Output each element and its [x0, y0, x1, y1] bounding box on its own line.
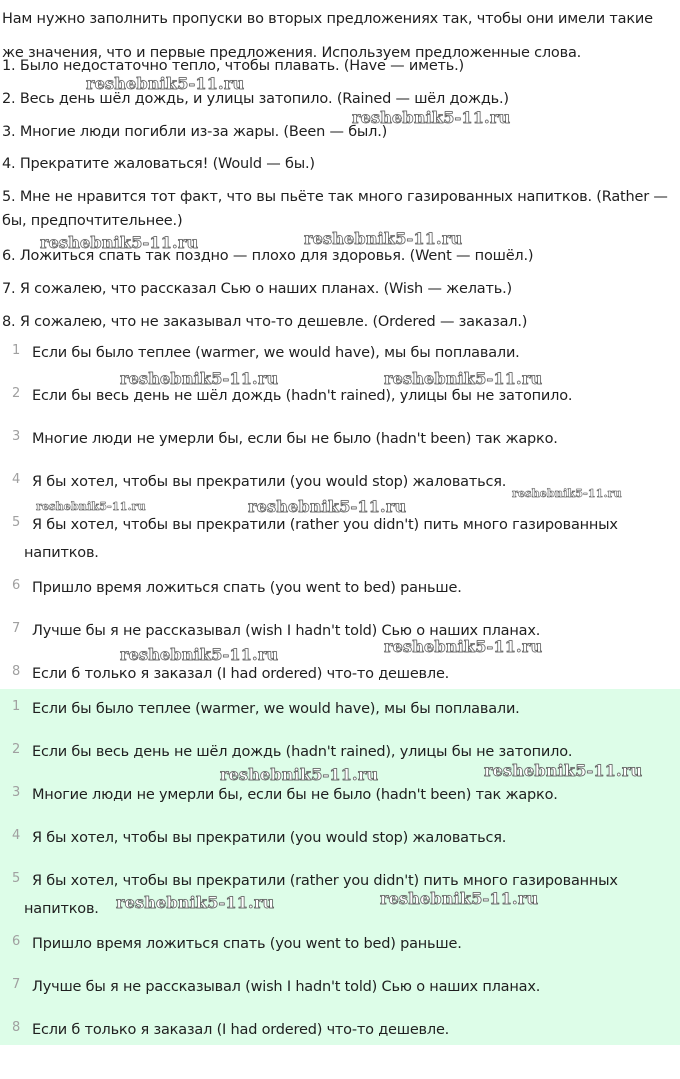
- answer-number: 7: [12, 621, 21, 636]
- answer-number: 5: [12, 515, 21, 530]
- answer-text: Если б только я заказал (I had ordered) что-то дешевле.: [32, 666, 450, 682]
- watermark: reshebnik5-11.ru: [40, 233, 199, 252]
- answer-number: 6: [12, 578, 21, 593]
- answer-text: Я бы хотел, чтобы вы прекратили (rather you didn't) пить много газированных напитков.: [24, 517, 618, 561]
- answer-text: Пришло время ложиться спать (you went to bed) раньше.: [32, 936, 462, 952]
- task-item: 2. Весь день шёл дождь, и улицы затопило. (Rained — шёл дождь.): [2, 91, 509, 107]
- watermark: reshebnik5-11.ru: [248, 497, 407, 516]
- answer-number: 3: [12, 429, 21, 444]
- answer-number: 7: [12, 977, 21, 992]
- task-item: 5. Мне не нравится тот факт, что вы пьёте так много газированных напитков. (Rather — бы, предпочтительнее.): [2, 189, 668, 229]
- answer-number: 3: [12, 785, 21, 800]
- answer-text: Если бы было теплее (warmer, we would have), мы бы поплавали.: [32, 345, 520, 361]
- answer-number: 4: [12, 828, 21, 843]
- answer-text: Если бы весь день не шёл дождь (hadn't rained), улицы бы не затопило.: [32, 744, 573, 760]
- answer-text: Многие люди не умерли бы, если бы не было (hadn't been) так жарко.: [32, 787, 558, 803]
- answer-number: 2: [12, 742, 21, 757]
- answer-number: 6: [12, 934, 21, 949]
- answer-text: Многие люди не умерли бы, если бы не было (hadn't been) так жарко.: [32, 431, 558, 447]
- answer-text: Если б только я заказал (I had ordered) что-то дешевле.: [32, 1022, 450, 1038]
- watermark: reshebnik5-11.ru: [512, 487, 622, 500]
- watermark: reshebnik5-11.ru: [384, 369, 543, 388]
- task-item: 1. Было недостаточно тепло, чтобы плавать. (Have — иметь.): [2, 58, 465, 74]
- watermark: reshebnik5-11.ru: [384, 637, 543, 656]
- watermark: reshebnik5-11.ru: [120, 645, 279, 664]
- watermark: reshebnik5-11.ru: [352, 108, 511, 127]
- answer-number: 2: [12, 386, 21, 401]
- watermark: reshebnik5-11.ru: [484, 761, 643, 780]
- answer-number: 1: [12, 343, 21, 358]
- answer-number: 4: [12, 472, 21, 487]
- answer-number: 8: [12, 664, 21, 679]
- answer-number: 5: [12, 871, 21, 886]
- watermark: reshebnik5-11.ru: [380, 889, 539, 908]
- answer-text: Лучше бы я не рассказывал (wish I hadn't told) Сью о наших планах.: [32, 979, 541, 995]
- watermark: reshebnik5-11.ru: [86, 74, 245, 93]
- answer-text: Я бы хотел, чтобы вы прекратили (rather you didn't) пить много газированных напитков.: [24, 873, 618, 917]
- answer-text: Я бы хотел, чтобы вы прекратили (you would stop) жаловаться.: [32, 830, 507, 846]
- watermark: reshebnik5-11.ru: [36, 500, 146, 513]
- answer-number: 1: [12, 699, 21, 714]
- answer-text: Лучше бы я не рассказывал (wish I hadn't told) Сью о наших планах.: [32, 623, 541, 639]
- watermark: reshebnik5-11.ru: [116, 893, 275, 912]
- task-item: 3. Многие люди погибли из-за жары. (Been — был.): [2, 124, 388, 140]
- intro-text: Нам нужно заполнить пропуски во вторых предложениях так, чтобы они имели такие же значения, что и первые предложения. Используем предложенные слова.: [2, 11, 653, 61]
- answer-number: 8: [12, 1020, 21, 1035]
- watermark: reshebnik5-11.ru: [220, 765, 379, 784]
- task-item: 8. Я сожалею, что не заказывал что-то дешевле. (Ordered — заказал.): [2, 314, 528, 330]
- answer-text: Если бы было теплее (warmer, we would have), мы бы поплавали.: [32, 701, 520, 717]
- watermark: reshebnik5-11.ru: [120, 369, 279, 388]
- answer-text: Я бы хотел, чтобы вы прекратили (you would stop) жаловаться.: [32, 474, 507, 490]
- task-item: 6. Ложиться спать так поздно — плохо для здоровья. (Went — пошёл.): [2, 248, 534, 264]
- watermark: reshebnik5-11.ru: [304, 229, 463, 248]
- task-item: 7. Я сожалею, что рассказал Сью о наших планах. (Wish — желать.): [2, 281, 512, 297]
- answer-text: Пришло время ложиться спать (you went to bed) раньше.: [32, 580, 462, 596]
- task-item: 4. Прекратите жаловаться! (Would — бы.): [2, 156, 315, 172]
- answer-text: Если бы весь день не шёл дождь (hadn't rained), улицы бы не затопило.: [32, 388, 573, 404]
